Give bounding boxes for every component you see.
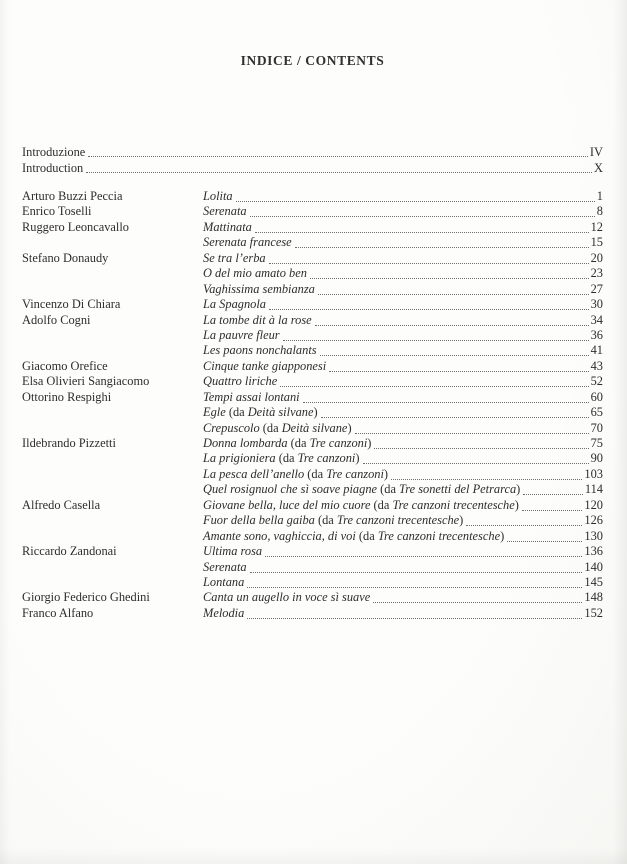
work-title-segment: Tre canzoni bbox=[326, 466, 384, 481]
work-title-segment: Se tra l’erba bbox=[203, 250, 266, 265]
toc-row bbox=[22, 266, 603, 281]
composer-name: Giacomo Orefice bbox=[22, 358, 108, 373]
composer-name: Arturo Buzzi Peccia bbox=[22, 189, 123, 203]
toc-row bbox=[22, 405, 603, 420]
work-title-segment: Tre canzoni trecentesche bbox=[377, 528, 501, 543]
work-title-segment: Ultima rosa bbox=[203, 544, 263, 559]
toc-row bbox=[22, 451, 603, 466]
composer-name bbox=[22, 235, 203, 250]
work-title-segment: Les paons nonchalants bbox=[203, 343, 317, 358]
work-title-segment: ) bbox=[347, 420, 352, 435]
page-number: 30 bbox=[590, 297, 603, 312]
toc-row bbox=[22, 421, 603, 436]
work-title-segment: Amante sono, vaghiccia, di voi bbox=[203, 528, 359, 543]
work-title-segment: ) bbox=[514, 497, 519, 512]
work-title-segment: Tre sonetti del Petrarca bbox=[399, 482, 517, 497]
page-number: 130 bbox=[584, 528, 603, 543]
work-title bbox=[203, 266, 307, 281]
dot-leader bbox=[373, 590, 582, 603]
dot-leader bbox=[255, 220, 589, 233]
work-title-segment: (da bbox=[317, 513, 337, 528]
toc-row bbox=[22, 328, 603, 343]
composer-name bbox=[22, 343, 203, 358]
work-title-segment: (da bbox=[228, 405, 248, 420]
work-title-segment: Giovane bella, luce del mio cuore bbox=[203, 497, 374, 512]
dot-leader bbox=[507, 529, 582, 542]
page-number: 152 bbox=[584, 605, 603, 620]
dot-leader bbox=[310, 266, 589, 279]
work-title bbox=[203, 405, 318, 420]
work-title-segment: (da bbox=[380, 482, 400, 497]
dot-leader bbox=[321, 405, 589, 418]
work-title-segment: ) bbox=[367, 436, 372, 450]
work-title bbox=[203, 374, 277, 389]
page-number: 43 bbox=[590, 358, 603, 373]
toc-row bbox=[22, 590, 603, 605]
composer-name: Ottorino Respighi bbox=[22, 389, 112, 404]
toc-row bbox=[22, 467, 603, 482]
toc-row bbox=[22, 606, 603, 621]
work-title bbox=[203, 436, 371, 451]
work-title-segment: Deità silvane bbox=[247, 405, 314, 420]
dot-leader bbox=[466, 513, 582, 526]
work-title bbox=[203, 343, 317, 358]
dot-leader bbox=[363, 451, 589, 464]
work-title bbox=[203, 590, 370, 605]
dot-leader bbox=[265, 544, 582, 557]
work-title bbox=[203, 390, 300, 405]
work-title-segment: Mattinata bbox=[203, 219, 252, 234]
work-title-segment: Canta un augello in voce sì suave bbox=[203, 590, 371, 605]
work-title-segment: Lolita bbox=[203, 189, 233, 203]
composer-name: Enrico Toselli bbox=[22, 204, 92, 219]
work-title-segment: Serenata bbox=[203, 204, 247, 219]
work-title-segment: (da bbox=[373, 497, 393, 512]
dot-leader bbox=[283, 328, 589, 341]
work-title-segment: La prigioniera bbox=[203, 451, 279, 466]
work-title bbox=[203, 544, 262, 559]
page-number: 120 bbox=[584, 497, 603, 512]
work-title-segment: La pesca dell’anello bbox=[203, 466, 308, 481]
intro-list bbox=[22, 144, 603, 176]
dot-leader bbox=[269, 297, 589, 310]
page-title: INDICE / CONTENTS bbox=[240, 53, 385, 68]
page-number: 148 bbox=[584, 590, 603, 605]
toc-row bbox=[22, 343, 603, 358]
dot-leader bbox=[295, 235, 589, 248]
work-title bbox=[203, 328, 280, 343]
toc-row bbox=[22, 220, 603, 235]
work-title-segment: La Spagnola bbox=[203, 297, 266, 312]
work-title bbox=[203, 498, 519, 513]
work-title-segment: (da bbox=[278, 451, 298, 466]
work-title bbox=[203, 220, 252, 235]
dot-leader bbox=[269, 251, 589, 264]
composer-name: Ruggero Leoncavallo bbox=[22, 219, 130, 234]
work-title bbox=[203, 606, 244, 621]
composer-name: Riccardo Zandonai bbox=[22, 544, 117, 559]
toc-row bbox=[22, 251, 603, 266]
toc-row bbox=[22, 359, 603, 374]
dot-leader bbox=[280, 374, 588, 387]
dot-leader bbox=[236, 189, 595, 202]
work-title-segment: ) bbox=[459, 513, 464, 528]
work-title bbox=[203, 204, 247, 219]
page-number: 136 bbox=[584, 544, 603, 559]
work-title bbox=[203, 313, 312, 328]
composer-name: Franco Alfano bbox=[22, 605, 94, 620]
page-number: 23 bbox=[590, 266, 603, 281]
work-title bbox=[203, 282, 315, 297]
dot-leader bbox=[522, 498, 583, 511]
composer-name: Vincenzo Di Chiara bbox=[22, 297, 121, 312]
work-title bbox=[203, 482, 520, 497]
work-title-segment: La tombe dit à la rose bbox=[203, 312, 312, 327]
composer-name: Giorgio Federico Ghedini bbox=[22, 590, 150, 605]
work-title-segment: Deità silvane bbox=[281, 420, 348, 435]
work-title bbox=[203, 251, 266, 266]
composer-name bbox=[22, 482, 203, 497]
page-number: 12 bbox=[590, 219, 603, 234]
dot-leader bbox=[86, 160, 592, 173]
page-number: 65 bbox=[590, 405, 603, 420]
composer-name bbox=[22, 282, 203, 297]
page-number: IV bbox=[589, 145, 603, 159]
composer-name: Alfredo Casella bbox=[22, 497, 101, 512]
work-title-segment: (da bbox=[358, 528, 378, 543]
toc-row bbox=[22, 374, 603, 389]
work-title-segment: Quel rosignuol che sì soave piagne bbox=[203, 482, 381, 497]
toc-row bbox=[22, 189, 603, 204]
dot-leader bbox=[329, 359, 588, 372]
toc-row bbox=[22, 282, 603, 297]
composer-name: Adolfo Cogni bbox=[22, 312, 91, 327]
work-title-segment: Melodia bbox=[203, 605, 245, 620]
page-number: 1 bbox=[596, 189, 603, 203]
work-title-segment: (da bbox=[262, 420, 282, 435]
work-title-segment: Donna lombarda bbox=[203, 436, 291, 450]
toc-row bbox=[22, 235, 603, 250]
composer-name bbox=[22, 421, 203, 436]
work-title-segment: Fuor della bella gaiba bbox=[203, 513, 318, 528]
composer-name bbox=[22, 529, 203, 544]
toc-row bbox=[22, 575, 603, 590]
dot-leader bbox=[250, 560, 583, 573]
work-title-segment: Tre canzoni bbox=[297, 451, 356, 466]
composer-name bbox=[22, 328, 203, 343]
work-title-segment: Tre canzoni trecentesche bbox=[336, 513, 460, 528]
dot-leader bbox=[391, 467, 582, 480]
composer-name: Stefano Donaudy bbox=[22, 250, 109, 265]
composer-name bbox=[22, 575, 203, 590]
page-number: 8 bbox=[596, 204, 603, 219]
work-title-segment: ) bbox=[500, 528, 505, 543]
toc-row bbox=[22, 482, 603, 497]
dot-leader bbox=[315, 313, 589, 326]
work-title-segment: Serenata francese bbox=[203, 235, 292, 250]
work-title-segment: Serenata bbox=[203, 559, 247, 574]
composer-name: Elsa Olivieri Sangiacomo bbox=[22, 374, 150, 389]
page-number: X bbox=[594, 161, 603, 175]
work-title bbox=[203, 451, 360, 466]
work-title-segment: (da bbox=[307, 466, 327, 481]
toc-row bbox=[22, 529, 603, 544]
page-number: 52 bbox=[590, 374, 603, 389]
composer-name bbox=[22, 266, 203, 281]
intro-label: Introduzione bbox=[22, 145, 86, 159]
work-title-segment: (da bbox=[290, 436, 310, 450]
work-title bbox=[203, 235, 292, 250]
page-number: 90 bbox=[590, 451, 603, 466]
work-title-segment: ) bbox=[313, 405, 318, 420]
toc-row bbox=[22, 204, 603, 219]
toc-row bbox=[22, 498, 603, 513]
work-title-segment: Cinque tanke giapponesi bbox=[203, 358, 327, 373]
work-title bbox=[203, 560, 247, 575]
page-number: 103 bbox=[584, 466, 603, 481]
work-title-segment: Lontana bbox=[203, 574, 245, 589]
composer-name bbox=[22, 451, 203, 466]
work-title-segment: ) bbox=[355, 451, 360, 466]
toc-row bbox=[22, 297, 603, 312]
work-title bbox=[203, 297, 266, 312]
work-title-segment: Quattro liriche bbox=[203, 374, 278, 389]
composer-name bbox=[22, 560, 203, 575]
toc-row bbox=[22, 513, 603, 528]
page-number: 34 bbox=[590, 312, 603, 327]
work-title-segment: Vaghissima sembianza bbox=[203, 281, 315, 296]
work-title-segment: Crepuscolo bbox=[203, 420, 263, 435]
page-number: 145 bbox=[584, 574, 603, 589]
intro-label: Introduction bbox=[22, 161, 84, 175]
page-number: 140 bbox=[584, 559, 603, 574]
work-title bbox=[203, 467, 388, 482]
work-title bbox=[203, 513, 463, 528]
intro-row bbox=[22, 144, 603, 160]
work-title bbox=[203, 421, 352, 436]
dot-leader bbox=[374, 436, 588, 449]
dot-leader bbox=[318, 282, 589, 295]
work-title-segment: ) bbox=[383, 466, 389, 481]
work-title-segment: O del mio amato ben bbox=[203, 266, 307, 281]
work-title bbox=[203, 529, 504, 544]
page-number: 114 bbox=[584, 482, 603, 497]
dot-leader bbox=[523, 482, 583, 495]
dot-leader bbox=[320, 343, 589, 356]
toc-row bbox=[22, 313, 603, 328]
work-title-segment: Tempi assai lontani bbox=[203, 389, 300, 404]
page-number: 15 bbox=[590, 235, 603, 250]
contents-list bbox=[22, 189, 603, 621]
composer-name bbox=[22, 467, 203, 482]
page-number: 75 bbox=[590, 436, 603, 450]
work-title-segment: Tre canzoni trecentesche bbox=[392, 497, 515, 512]
dot-leader bbox=[88, 144, 588, 157]
dot-leader bbox=[250, 204, 595, 217]
page-number: 41 bbox=[590, 343, 603, 358]
work-title-segment: Egle bbox=[203, 405, 229, 420]
page-number: 60 bbox=[590, 389, 603, 404]
work-title bbox=[203, 575, 244, 590]
work-title-segment: ) bbox=[516, 482, 521, 497]
page-number: 126 bbox=[584, 513, 603, 528]
toc-row bbox=[22, 560, 603, 575]
work-title-segment: La pauvre fleur bbox=[203, 327, 280, 342]
work-title bbox=[203, 359, 326, 374]
page-number: 36 bbox=[590, 327, 603, 342]
dot-leader bbox=[355, 421, 589, 434]
dot-leader bbox=[303, 390, 589, 403]
composer-name bbox=[22, 405, 203, 420]
toc-row bbox=[22, 544, 603, 559]
composer-name bbox=[22, 513, 203, 528]
toc-row bbox=[22, 390, 603, 405]
dot-leader bbox=[247, 606, 582, 619]
page-number: 20 bbox=[590, 250, 603, 265]
work-title bbox=[203, 189, 233, 204]
page-number: 70 bbox=[590, 420, 603, 435]
intro-row bbox=[22, 160, 603, 176]
composer-name: Ildebrando Pizzetti bbox=[22, 436, 116, 450]
toc-row bbox=[22, 436, 603, 451]
dot-leader bbox=[247, 575, 582, 588]
page-number: 27 bbox=[590, 281, 603, 296]
work-title-segment: Tre canzoni bbox=[309, 436, 368, 450]
